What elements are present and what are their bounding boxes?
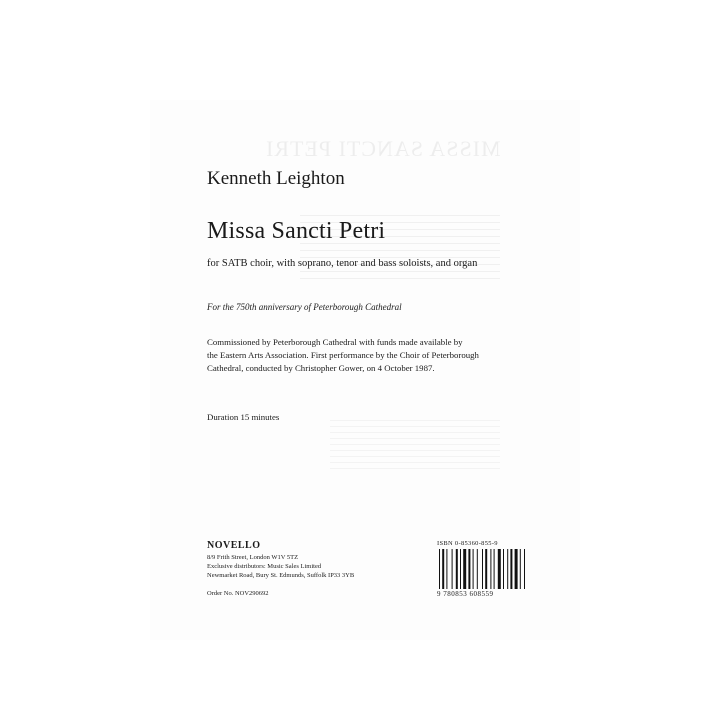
composer-name: Kenneth Leighton — [207, 168, 345, 189]
show-through-title: MISSA SANCTI PETRI — [265, 136, 501, 161]
dedication-line: For the 750th anniversary of Peterborough Cathedral — [207, 302, 402, 312]
show-through-staves-lower — [330, 420, 500, 470]
publisher-name: NOVELLO — [207, 540, 261, 551]
commission-line: Cathedral, conducted by Christopher Gower, on 4 October 1987. — [207, 363, 435, 373]
barcode-number: 9 780853 608559 — [437, 590, 494, 598]
distributor-address: Newmarket Road, Bury St. Edmunds, Suffolk IP33 3YB — [207, 572, 355, 579]
isbn-number: ISBN 0-85360-855-9 — [437, 540, 498, 547]
commission-line: the Eastern Arts Association. First performance by the Choir of Peterborough — [207, 350, 479, 360]
publisher-address: 8/9 Frith Street, London W1V 5TZ — [207, 554, 299, 561]
scoring-line: for SATB choir, with soprano, tenor and bass soloists, and organ — [207, 258, 478, 269]
order-number: Order No. NOV290692 — [207, 590, 269, 597]
duration-line: Duration 15 minutes — [207, 412, 280, 422]
commission-line: Commissioned by Peterborough Cathedral with funds made available by — [207, 337, 463, 347]
work-title: Missa Sancti Petri — [207, 218, 386, 244]
distributor-line: Exclusive distributors: Music Sales Limited — [207, 563, 322, 570]
barcode-icon — [437, 549, 529, 589]
